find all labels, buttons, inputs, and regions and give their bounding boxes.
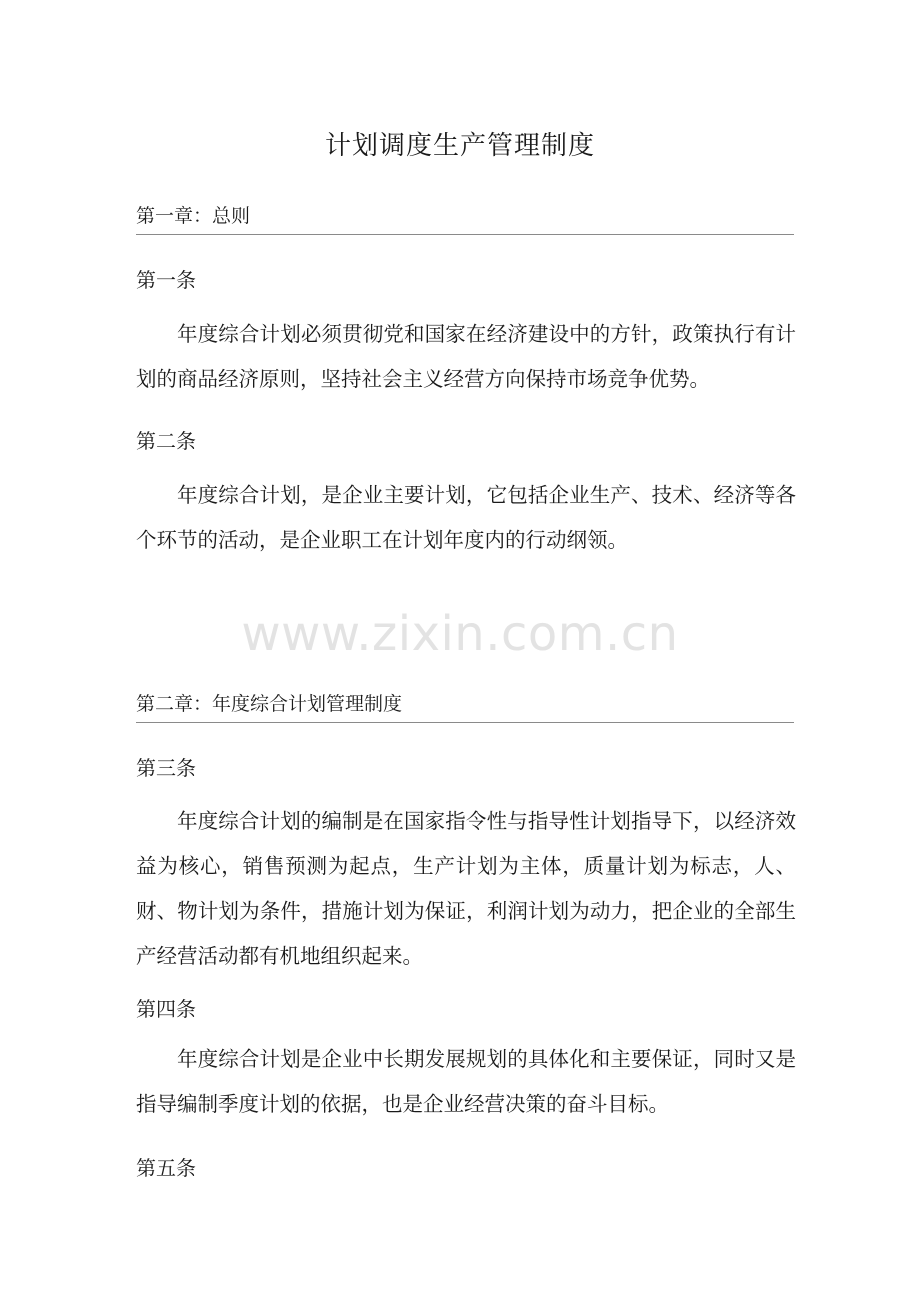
watermark: www.zixin.com.cn <box>241 606 679 662</box>
chapter-heading: 第一章：总则 <box>136 202 794 235</box>
article-label: 第三条 <box>136 756 196 780</box>
article-paragraph: 年度综合计划是企业中长期发展规划的具体化和主要保证，同时又是指导编制季度计划的依据，也是企业经营决策的奋斗目标。 <box>136 1047 796 1116</box>
article-label: 第五条 <box>136 1156 196 1180</box>
article-label: 第四条 <box>136 997 196 1021</box>
article-paragraph: 年度综合计划必须贯彻党和国家在经济建设中的方针，政策执行有计划的商品经济原则，坚持社会主义经营方向保持市场竞争优势。 <box>136 322 796 391</box>
chapter-heading: 第二章：年度综合计划管理制度 <box>136 690 794 723</box>
document-title: 计划调度生产管理制度 <box>324 131 595 161</box>
article-paragraph: 年度综合计划，是企业主要计划，它包括企业生产、技术、经济等各个环节的活动，是企业职工在计划年度内的行动纲领。 <box>136 483 796 552</box>
article-label: 第一条 <box>136 268 196 292</box>
article-label: 第二条 <box>136 429 196 453</box>
article-paragraph: 年度综合计划的编制是在国家指令性与指导性计划指导下，以经济效益为核心，销售预测为起点，生产计划为主体，质量计划为标志，人、财、物计划为条件，措施计划为保证，利润计划为动力，把企业的全部生产经营活动都有机地组织起来。 <box>136 809 796 968</box>
